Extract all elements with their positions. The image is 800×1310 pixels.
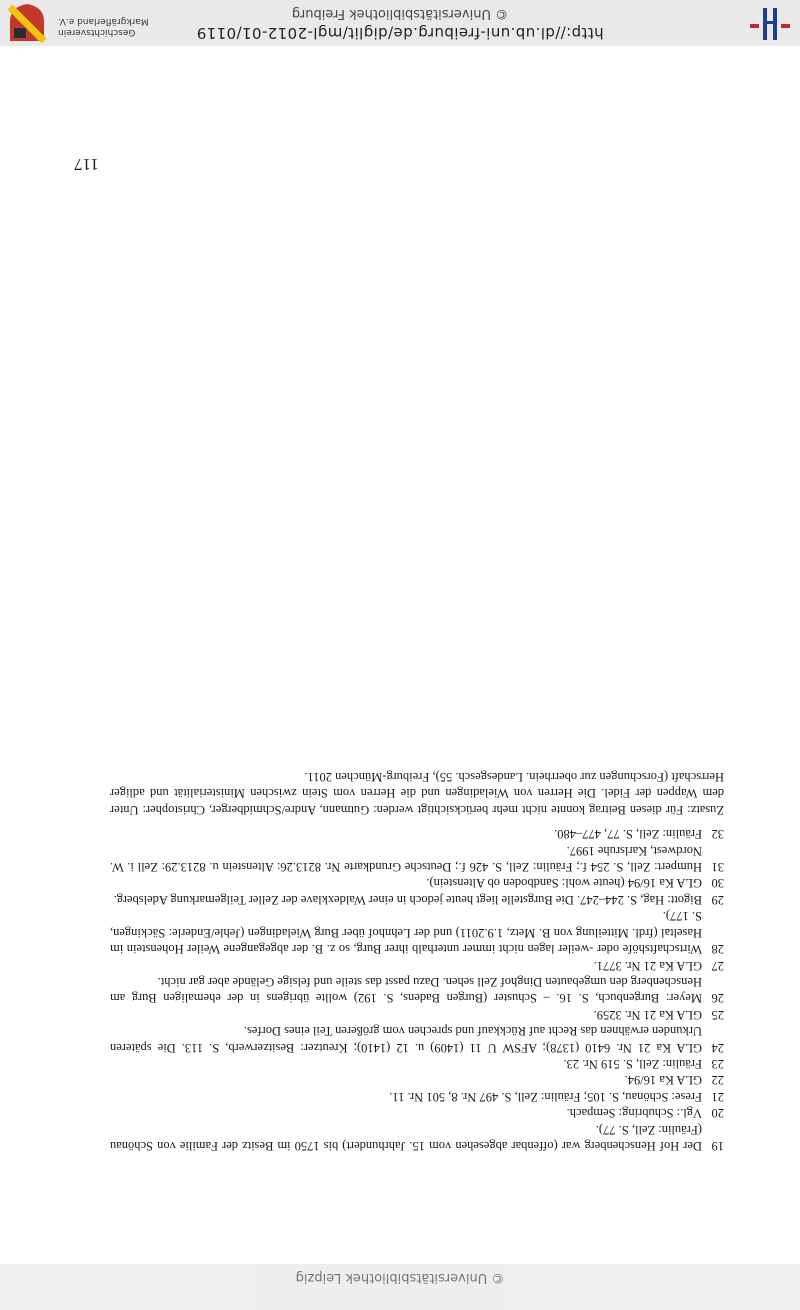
footnote-number: 23 xyxy=(711,1056,724,1071)
footnote-text: Vgl.: Schubring: Sempach. xyxy=(566,1106,702,1121)
footnote xyxy=(110,1072,724,1088)
library-banner xyxy=(0,0,800,46)
previous-copyright-notice: © Universitätsbibliothek Leipzig xyxy=(295,1270,505,1285)
page-number: 117 xyxy=(74,155,99,174)
footnote xyxy=(110,1023,724,1056)
footnote xyxy=(110,957,724,973)
footnote-number: 25 xyxy=(711,1007,724,1022)
footnote-text: GLA Ka 21 Nr. 3259. xyxy=(593,1007,702,1022)
footnote-text: GLA Ka 21 Nr. 6410 (1378); AFSW U 11 (1409) u. 12 (1410); Kreutzer: Besitzerwerb, S. 113. Die späteren Urkunden erwähnen das Recht auf Rückkauf und sprechen vom größeren Teil eines Dorfes. xyxy=(110,1024,702,1055)
footnote-number: 29 xyxy=(711,892,724,907)
footnote-text: Meyer: Burgenbuch, S. 16. – Schuster (Burgen Badens, S. 192) wollte übrigens in der ehemaligen Burg am Henschenberg den umgebauten Dinghof Zell sehen. Dazu passt das steile und felsige Gelände aber gar nicht. xyxy=(110,974,702,1006)
footnote xyxy=(110,974,724,1007)
footnote-number: 28 xyxy=(711,942,724,957)
footnote xyxy=(110,842,724,875)
footnote-text: GLA Ka 16/94 (heute wohl: Sandboden ob Altenstein). xyxy=(426,876,702,891)
footnote xyxy=(110,875,724,891)
footnote xyxy=(110,908,724,957)
footnote-text: GLA Ka 16/94. xyxy=(624,1073,702,1088)
footnote-number: 21 xyxy=(711,1089,724,1104)
society-name: Geschichtsverein Markgräflerland e.V. xyxy=(58,16,149,37)
footnote xyxy=(110,1088,724,1104)
footnotes xyxy=(110,769,724,1154)
footnote-number: 24 xyxy=(711,1040,724,1055)
footnote xyxy=(110,892,724,908)
copyright-notice: © Universitätsbibliothek Freiburg xyxy=(291,6,509,21)
footnote-number: 26 xyxy=(711,991,724,1006)
footnote xyxy=(110,1105,724,1121)
footnote xyxy=(110,1006,724,1022)
footnote-text: Der Hof Henschenberg war (offenbar abgesehen vom 15. Jahrhundert) bis 1750 im Besitz der Familie von Schönau (Fräulin: Zell, S. 77). xyxy=(110,1122,702,1153)
society-logo xyxy=(8,3,208,43)
footnote-number: 20 xyxy=(711,1106,724,1121)
footnote-number: 22 xyxy=(711,1073,724,1088)
footnote-text: Frese: Schönau, S. 105; Fräulin: Zell, S. 497 Nr. 8, 501 Nr. 11. xyxy=(389,1089,702,1104)
footnote-text: GLA Ka 21 Nr. 3771. xyxy=(593,958,702,973)
footnote xyxy=(110,826,724,842)
footnote xyxy=(110,1121,724,1154)
previous-page-banner xyxy=(0,1264,800,1310)
footnote-text: Wirtschaftshöfe oder -weiler lagen nicht immer unterhalb ihrer Burg, so z. B. der abgegangene Weiler Hohenstein im Haseltal (frdl. Mitteilung von B. Metz, 1.9.2011) und der Lehnhof über Burg Wieladingen (Jehle/Enderle: Säckingen, S. 177). xyxy=(110,909,702,957)
coat-of-arms-icon xyxy=(8,3,46,43)
footnote-text: Fräulin: Zell, S. 519 Nr. 23. xyxy=(563,1056,702,1071)
footnote-text: Humpert: Zell, S. 254 f.; Fräulin: Zell, S. 426 f.; Deutsche Grundkarte Nr. 8213.26: Altenstein u. 8213.29: Zell i. W. Nordwest, Karlsruhe 1997. xyxy=(110,843,702,875)
footnote-number: 30 xyxy=(711,876,724,891)
footnote-number: 31 xyxy=(711,860,724,875)
addendum-note: Zusatz: Für diesen Beitrag konnte nicht mehr berücksichtigt werden: Gutmann, Andre/Schmidberger, Christopher: Unter dem Wappen der Fidel. Die Herren von Wieladingen und die Herren vom Stein zwischen Ministerialität und adliger Herrschaft (Forschungen zur oberrhein. Landesgesch. 55), Freiburg-München 2011. xyxy=(110,770,724,817)
footnote xyxy=(110,1056,724,1072)
footnote-number: 19 xyxy=(711,1139,724,1153)
footnote-number: 32 xyxy=(711,827,724,842)
footnote-number: 27 xyxy=(711,958,724,973)
document-url[interactable]: http://dl.ub.uni-freiburg.de/diglit/mgl-2012-01/0119 xyxy=(196,24,604,42)
footnote-text: Fräulin: Zell, S. 77, 477–480. xyxy=(554,827,702,842)
footnote-text: Bigott: Hag, S. 244–247. Die Burgstelle liegt heute jedoch in einer Waldexklave der Zeller Teilgemarkung Adelsberg. xyxy=(113,892,702,907)
